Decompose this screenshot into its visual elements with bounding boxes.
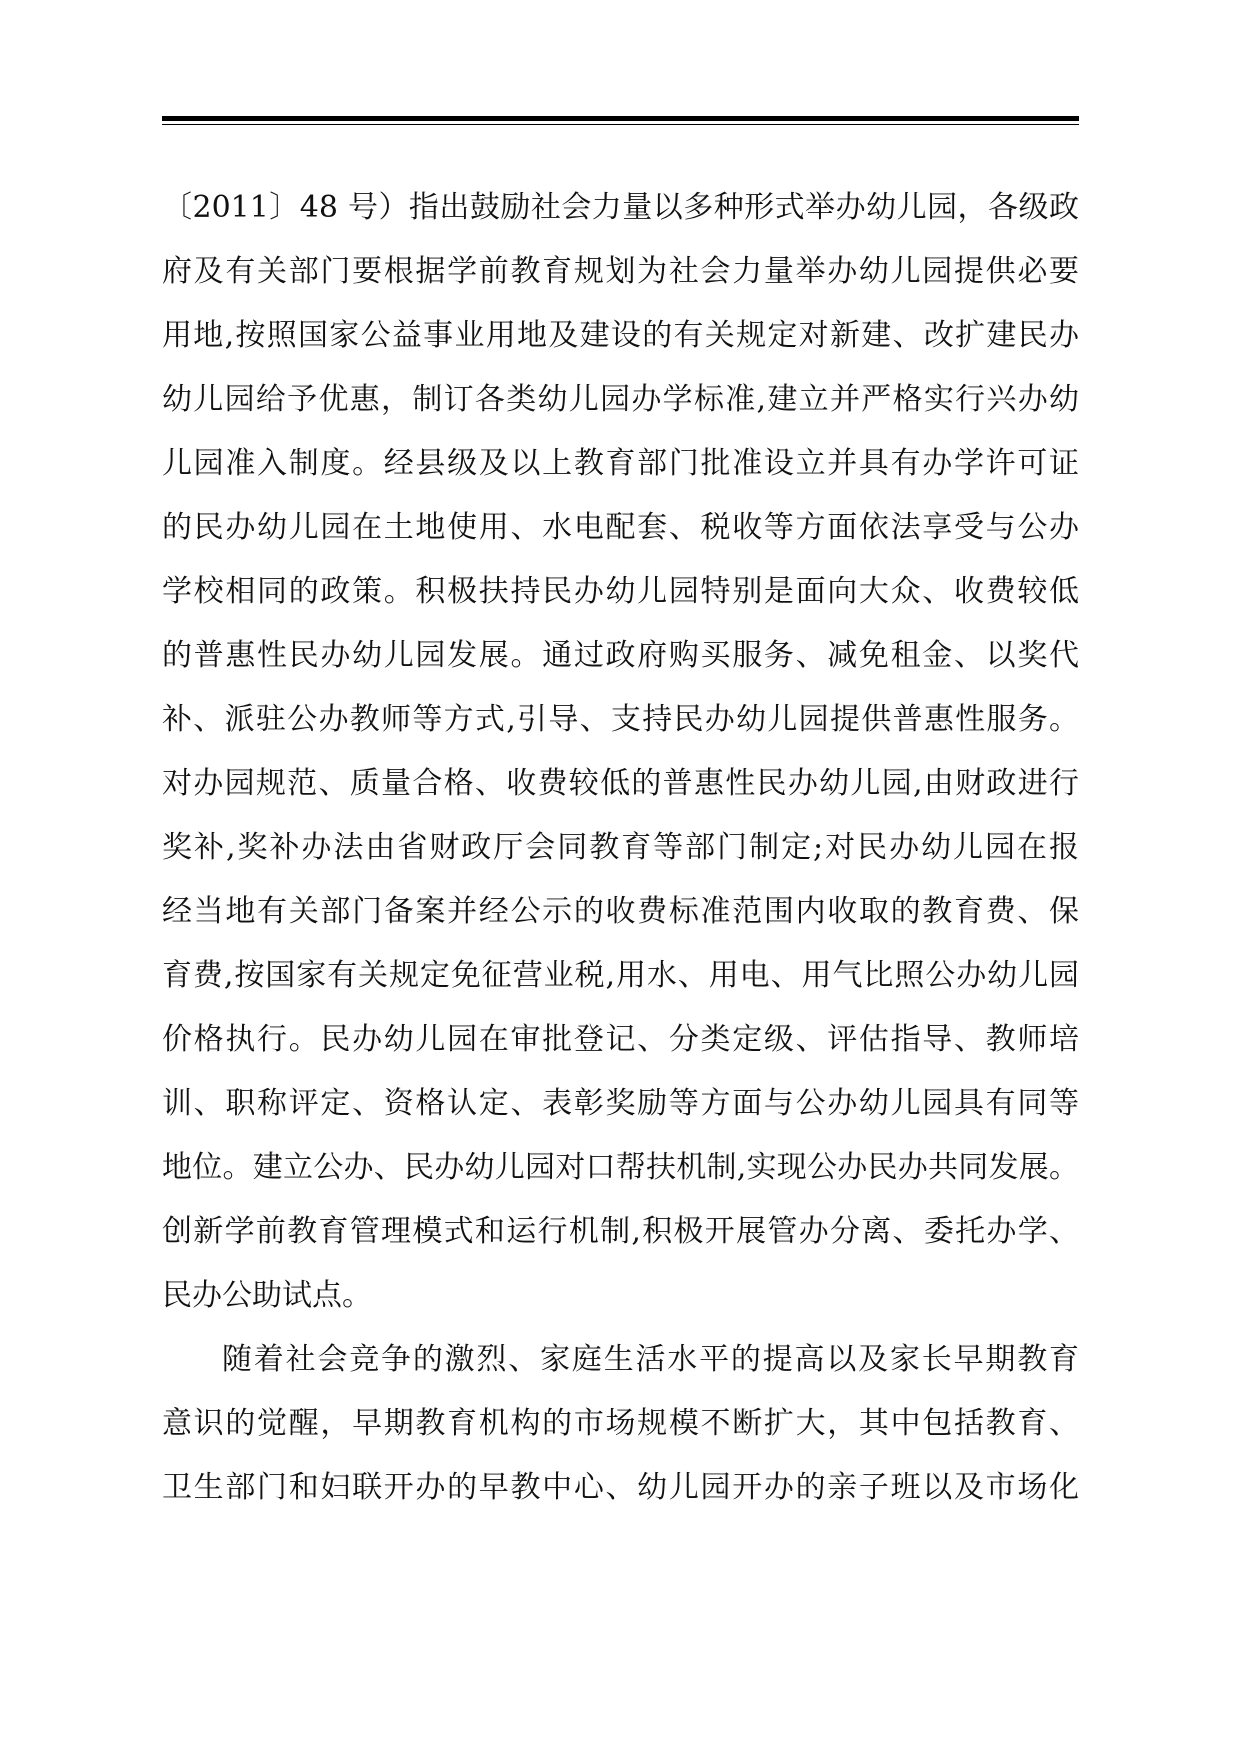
paragraph-line: 价格执行。民办幼儿园在审批登记、分类定级、评估指导、教师培 [162,1022,1079,1057]
paragraph-line: 的民办幼儿园在土地使用、水电配套、税收等方面依法享受与公办 [162,510,1079,545]
paragraph-line: 意识的觉醒，早期教育机构的市场规模不断扩大，其中包括教育、 [162,1406,1079,1441]
paragraph-line: 补、派驻公办教师等方式,引导、支持民办幼儿园提供普惠性服务。 [162,702,1079,737]
paragraph-line: 卫生部门和妇联开办的早教中心、幼儿园开办的亲子班以及市场化 [162,1470,1079,1505]
paragraph-line: 幼儿园给予优惠，制订各类幼儿园办学标准,建立并严格实行兴办幼 [162,382,1079,417]
paragraph-line: 儿园准入制度。经县级及以上教育部门批准设立并具有办学许可证 [162,446,1079,481]
paragraph-line: 经当地有关部门备案并经公示的收费标准范围内收取的教育费、保 [162,894,1079,929]
paragraph-line: 育费,按国家有关规定免征营业税,用水、用电、用气比照公办幼儿园 [162,958,1079,993]
paragraph-line: 民办公助试点。 [162,1278,372,1313]
paragraph-line: 对办园规范、质量合格、收费较低的普惠性民办幼儿园,由财政进行 [162,766,1079,801]
paragraph-line: 地位。建立公办、民办幼儿园对口帮扶机制,实现公办民办共同发展。 [162,1150,1079,1185]
paragraph-line: 奖补,奖补办法由省财政厅会同教育等部门制定;对民办幼儿园在报 [162,830,1079,865]
paragraph-line: 学校相同的政策。积极扶持民办幼儿园特别是面向大众、收费较低 [162,574,1079,609]
paragraph-line: 训、职称评定、资格认定、表彰奖励等方面与公办幼儿园具有同等 [162,1086,1079,1121]
body-text [162,188,1079,1532]
paragraph-line: 用地,按照国家公益事业用地及建设的有关规定对新建、改扩建民办 [162,318,1079,353]
paragraph-line: 随着社会竞争的激烈、家庭生活水平的提高以及家长早期教育 [222,1342,1079,1377]
header-rule-thin [162,124,1079,125]
header-rule-thick [162,116,1079,121]
paragraph-line: 〔2011〕48 号）指出鼓励社会力量以多种形式举办幼儿园，各级政 [162,190,1079,225]
paragraph-line: 创新学前教育管理模式和运行机制,积极开展管办分离、委托办学、 [162,1214,1079,1249]
paragraph-line: 的普惠性民办幼儿园发展。通过政府购买服务、减免租金、以奖代 [162,638,1079,673]
paragraph-line: 府及有关部门要根据学前教育规划为社会力量举办幼儿园提供必要 [162,254,1079,289]
